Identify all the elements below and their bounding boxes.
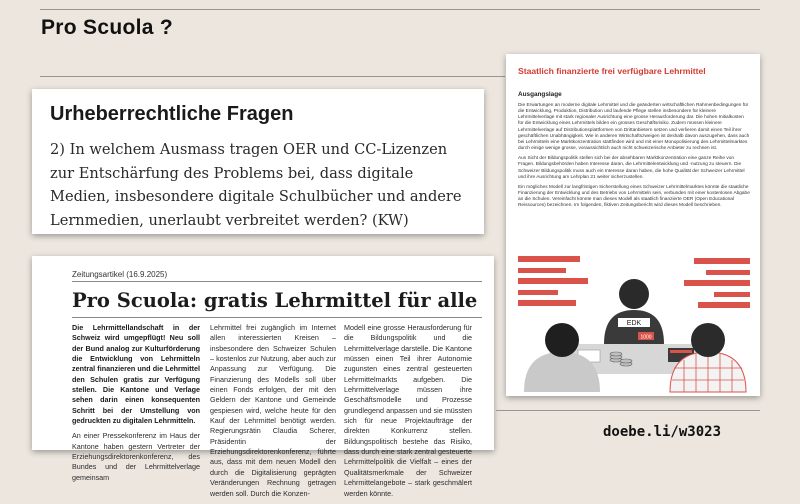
article-meta: Zeitungsartikel (16.9.2025) (72, 270, 168, 279)
article-card (32, 256, 494, 498)
report-title: Staatlich finanzierte frei verfügbare Lehrmittel (518, 66, 706, 76)
article-headline: Pro Scuola: gratis Lehrmittel für alle (72, 289, 478, 312)
article-column-2 (210, 323, 336, 504)
edk-badge: EDK (626, 320, 642, 327)
article-column-3 (344, 323, 472, 504)
top-divider (40, 9, 760, 10)
questions-heading: Urheberrechtliche Fragen (50, 103, 294, 125)
article-meta-rule (72, 281, 482, 282)
article-paragraph: Modell eine grosse Herausforderung für die Bildungspolitik und die Lehrmittelverlage darstelle. Die Kantone müssen einen Teil ihrer Autonomie zugunsten eines zentral gesteuerten Lehrmittelmarkts aufgeben. Die Lehrmittelverlage müssen ihre Geschäftsmodelle und Prozesse grundlegend anpassen und sie müssten sich für neue Projektaufträge der direkten Konkurrenz stellen. Bildungspolitisch bestehe das Risiko, dass durch eine stark zentral gesteuerte Lehrmittelpolitik die Vielfalt – eines der Qualitätsmerkmale der Schweizer Lehrmittelangebote – stark geschmälert werden könnte. (344, 323, 472, 498)
bottom-divider (496, 410, 760, 411)
question-text: 2) In welchem Ausmass tragen OER und CC-Lizenzen zur Entschärfung des Problems bei, dass digitale Medien, insbesondere digitale Schulbücher und andere Lernmedien, unerlaubt verbreitet werden? (KW) (50, 141, 462, 229)
article-paragraph: Lehrmittel frei zugänglich im Internet allen interessierten Kreisen – insbesondere den Schweizer Schulen – kostenlos zur Nutzung, aber auch zur Anpassung zur Verfügung. Die Finanzierung des Modells soll über einen Fonds erfolgen, der mit den Geldern der Kantone und Gemeinde gespiesen wird, welche heute für den Kauf der Lehrmittel benötigt werden. Regierungsrätin Claudia Scherer, Präsidentin der Erziehungsdirektorenkonferenz, führte aus, dass mit dem neuen Modell den durch die Digitalisierung geprägten Veränderungen Rechnung getragen werden soll. Durch die Konzen- (210, 323, 336, 498)
report-paragraph: Die Erwartungen an moderne digitale Lehrmittel und die geänderten wirtschaftlichen Rahmenbedingungen für die Entwicklung, Produktion, Distribution und laufende Pflege stellen insbesondere für kleinere Lehrmittelverlage mit stark regionaler Ausrichtung eine grosse Herausforderung dar. Die hohen Initialkosten für die Entwicklung eines Lehrmittels bilden ein grosses Geschäftsrisiko. Zudem müssen kleinere Lehrmittelverlage auf Distributionsplattformen von Drittanbietern setzen und verlieren damit einen Teil ihrer geschäftlichen Unabhängigkeit. Wie in anderen Wirtschaftszweigen ist deshalb davon auszugehen, dass auch bei Lehrmitteln eine Marktkonzentration stattfinden wird und mit einer Monopolisierung des Lehrmittelmarktes durch einige wenige grosse, voraussichtlich auch nicht schweizerische Anbieter zu rechnen ist. (518, 103, 750, 152)
slide-title: Pro Scuola ? (41, 16, 173, 39)
report-body (518, 103, 750, 214)
article-paragraph: An einer Pressekonferenz im Haus der Kantone haben gestern Vertreter der Erziehungsdirektorenkonferenz, des Bundes und der Lehrmittelverlage gemeinsam (72, 431, 200, 482)
article-column-1 (72, 323, 200, 488)
money-note: 1000 (640, 334, 652, 341)
article-lead: Die Lehrmittellandschaft in der Schweiz wird umgepflügt! Neu soll der Bund analog zur Kulturförderung die Entwicklung von Lehrmitteln zentral finanzieren und die Lehrmittel den Schulen gratis zur Verfügung stellen. Die Kantone und Verlage sehen darin einen konsequenten Schritt bei der Umstellung von gedruckten zu digitalen Lehrmitteln. (72, 323, 200, 426)
title-divider (40, 76, 505, 77)
slide-url: doebe.li/w3023 (603, 424, 722, 440)
report-paragraph: Ein mögliches Modell zur langfristigen Sicherstellung eines Schweizer Lehrmittelmarktes könnte die staatliche Finanzierung der Entwicklung und des Betriebs von Lehrmitteln sein, verbunden mit einer kostenlosen Abgabe an die Schulen. Vereinfacht könnte man dieses Modell als staatlich finanzierte OER (Open Educational Reissources) bezeichnen. Im folgenden, fiktiven Zeitungsbericht wird dieses Modell beschrieben. (518, 184, 750, 209)
report-paragraph: Aus Sicht der Bildungspolitik stellen sich bei der absehbaren Marktkonzentration eine ganze Reihe von Fragen. Bildungsbehörden haben Interesse daran, die Lehrmittelentwicklung und -nutzung zu steuern. Die Schweizer Bildungspolitik muss auch ein Interesse daran haben, die hohe Qualität der Schweizer Lehrmittel und ihre Ausrichtung am Lehrplan 21 weiter sicherzustellen. (518, 156, 745, 180)
article-headline-rule (72, 317, 482, 318)
report-subtitle: Ausgangslage (518, 91, 562, 98)
questions-card (32, 89, 484, 234)
report-card (506, 54, 760, 396)
meeting-illustration (518, 248, 750, 392)
